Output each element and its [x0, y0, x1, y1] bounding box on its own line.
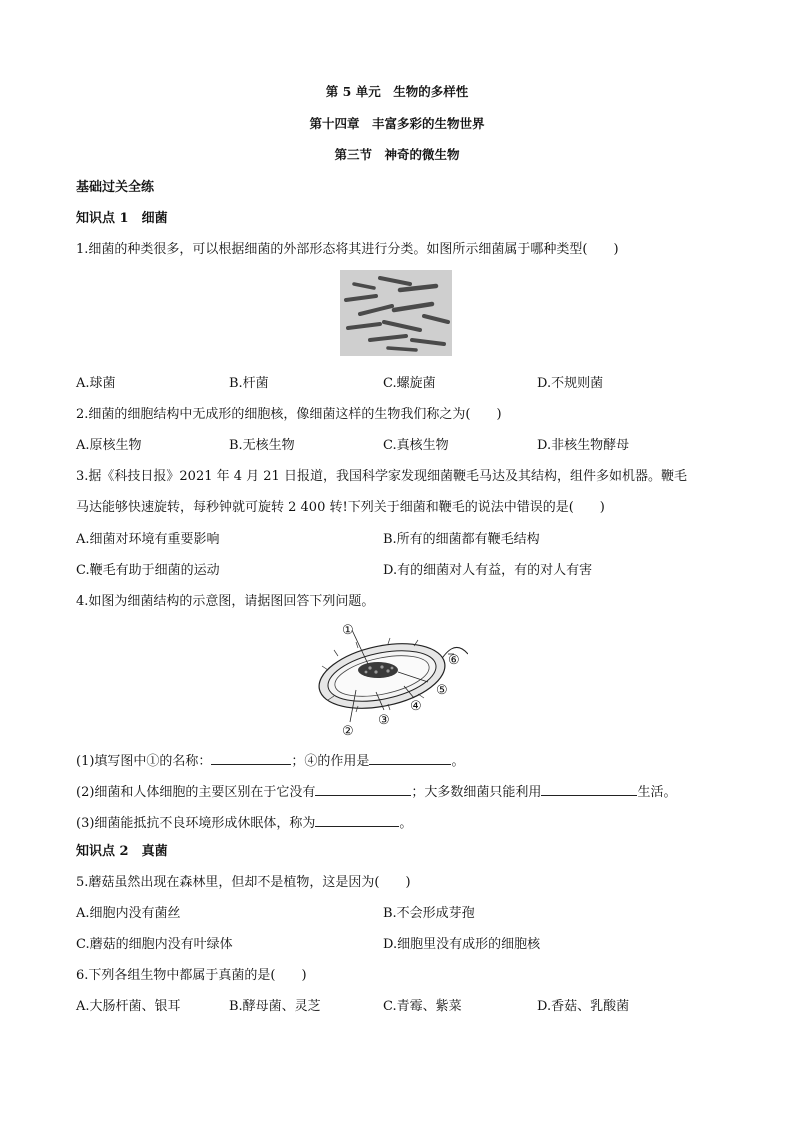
q3-option-c: C.鞭毛有助于细菌的运动: [76, 563, 220, 578]
section-title: 第三节 神奇的微生物: [334, 147, 460, 162]
q4-sub2-part-c: 生活。: [637, 785, 677, 800]
q5-option-b: B.不会形成芽孢: [383, 906, 475, 921]
question-1-stem: 1.细菌的种类很多，可以根据细菌的外部形态将其进行分类。如图所示细菌属于哪种类型( ): [76, 242, 619, 257]
q4-sub2-part-a: (2)细菌和人体细胞的主要区别在于它没有: [76, 785, 316, 800]
label-2: ②: [342, 724, 354, 738]
q3-option-d: D.有的细菌对人有益，有的对人有害: [383, 563, 593, 578]
q4-sub1-part-b: ；④的作用是: [291, 754, 370, 769]
q4-sub2-part-b: ；大多数细菌只能利用: [411, 785, 542, 800]
q4-sub3-part-b: 。: [399, 816, 413, 831]
q1-option-c: C.螺旋菌: [383, 376, 436, 391]
q5-option-a: A.细胞内没有菌丝: [76, 906, 181, 921]
practice-title: 基础过关全练: [76, 180, 155, 195]
knowledge-point-1: 知识点 1 细菌: [76, 211, 168, 226]
q6-option-c: C.青霉、紫菜: [383, 999, 462, 1014]
knowledge-point-2: 知识点 2 真菌: [76, 844, 168, 859]
question-5-stem: 5.蘑菇虽然出现在森林里，但却不是植物，这是因为( ): [76, 875, 411, 890]
question-3-stem-line-1: 3.据《科技日报》2021 年 4 月 21 日报道，我国科学家发现细菌鞭毛马达及其结构，组件多如机器。鞭毛: [76, 469, 687, 484]
rod-bacteria-image: [340, 270, 452, 356]
question-6-stem: 6.下列各组生物中都属于真菌的是( ): [76, 968, 307, 983]
q6-option-b: B.酵母菌、灵芝: [229, 999, 321, 1014]
question-2-stem: 2.细菌的细胞结构中无成形的细胞核，像细菌这样的生物我们称之为( ): [76, 407, 502, 422]
q4-blank-2[interactable]: [369, 751, 451, 765]
q3-option-b: B.所有的细菌都有鞭毛结构: [383, 532, 540, 547]
q2-option-d: D.非核生物酵母: [537, 438, 630, 453]
q6-option-d: D.香菇、乳酸菌: [537, 999, 630, 1014]
unit-title: 第 5 单元 生物的多样性: [325, 84, 469, 99]
bacteria-structure-diagram: [318, 620, 468, 738]
q5-option-d: D.细胞里没有成形的细胞核: [383, 937, 541, 952]
q1-option-a: A.球菌: [76, 376, 116, 391]
q4-sub1-part-c: 。: [451, 754, 465, 769]
q4-sub-1: [76, 751, 464, 770]
q6-option-a: A.大肠杆菌、银耳: [76, 999, 181, 1014]
label-5: ⑤: [436, 683, 448, 698]
q2-option-a: A.原核生物: [76, 438, 142, 453]
chapter-title: 第十四章 丰富多彩的生物世界: [309, 116, 485, 131]
q4-sub-3: [76, 813, 412, 832]
q4-blank-4[interactable]: [541, 782, 637, 796]
q4-sub-2: [76, 782, 676, 801]
q4-sub1-part-a: (1)填写图中①的名称：: [76, 754, 212, 769]
q1-option-d: D.不规则菌: [537, 376, 604, 391]
label-4: ④: [410, 699, 422, 714]
label-6: ⑥: [448, 653, 460, 668]
question-4-stem: 4.如图为细菌结构的示意图，请据图回答下列问题。: [76, 594, 375, 609]
question-3-stem-line-2: 马达能够快速旋转，每秒钟就可旋转 2 400 转!下列关于细菌和鞭毛的说法中错误的是( ): [76, 500, 605, 515]
q4-sub3-part-a: (3)细菌能抵抗不良环境形成休眠体，称为: [76, 816, 316, 831]
q4-blank-5[interactable]: [315, 813, 399, 827]
q4-blank-3[interactable]: [315, 782, 411, 796]
q3-option-a: A.细菌对环境有重要影响: [76, 532, 220, 547]
q2-option-b: B.无核生物: [229, 438, 295, 453]
label-1: ①: [342, 623, 354, 638]
q2-option-c: C.真核生物: [383, 438, 449, 453]
bacteria-cell-illustration: [318, 620, 468, 738]
q1-option-b: B.杆菌: [229, 376, 269, 391]
q4-blank-1[interactable]: [211, 751, 291, 765]
bacteria-photo: [340, 270, 452, 356]
label-3: ③: [378, 713, 390, 728]
q5-option-c: C.蘑菇的细胞内没有叶绿体: [76, 937, 233, 952]
